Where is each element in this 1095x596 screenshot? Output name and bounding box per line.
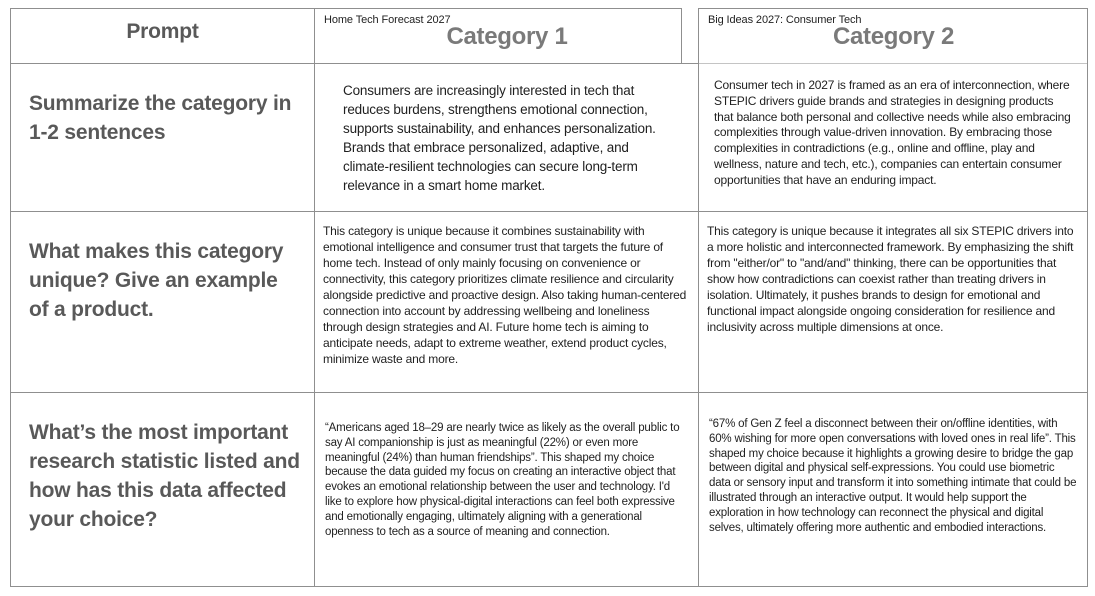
category-2-title: Category 2 [832, 23, 955, 50]
prompt-question-statistic: What’s the most important research statistic listed and how has this data affected your choice? [11, 393, 315, 586]
header-cell-category-1 [315, 9, 699, 64]
answer-unique-category-1: This category is unique because it combines sustainability with emotional intelligence and consumer trust that targets the future of home tech. Instead of only mainly focusing on convenience or connectivity, this category prioritizes climate resilience and circularity alongside predictive and proactive design. Also taking human-centered connection into account by addressing wellbeing and loneliness through design strategies and AI. Future home tech is aiming to anticipate needs, adapt to extreme weather, extend product cycles, minimize waste and more. [315, 212, 699, 393]
header-cell-category-2 [699, 9, 1087, 64]
prompt-header-label: Prompt [126, 20, 199, 43]
answer-summary-category-2: Consumer tech in 2027 is framed as an era of interconnection, where STEPIC drivers guide brands and strategies in designing products that balance both personal and collective needs while also embracing complexities through value-driven innovation. By embracing those complexities in contradictions (e.g., online and offline, play and wellness, nature and tech, etc.), companies can entertain consumer opportunities that have an enduring impact. [699, 64, 1087, 212]
category-1-source-label: Home Tech Forecast 2027 [324, 14, 451, 26]
header-cell-prompt [11, 9, 315, 64]
answer-summary-category-1: Consumers are increasingly interested in tech that reduces burdens, strengthens emotional connection, supports sustainability, and enhances personalization. Brands that embrace personalized, adaptive, and climate-resilient technologies can secure long-term relevance in a smart home market. [315, 64, 699, 212]
answer-statistic-category-2: “67% of Gen Z feel a disconnect between their on/offline identities, with 60% wishing for more open conversations with loved ones in real life”. This shaped my choice because it highlights a growing desire to bridge the gap between digital and physical self-expressions. You could use biometric data or sensory input and transform it into something intimate that could be illustrated through an interactive output. It would help support the exploration in how technology can reconnect the physical and digital selves, ultimately offering more authentic and embodied interactions. [709, 418, 1077, 534]
category-2-source-label: Big Ideas 2027: Consumer Tech [708, 14, 862, 26]
header-top-border-gap [682, 8, 698, 9]
comparison-table [10, 8, 1088, 587]
answer-unique-category-2: This category is unique because it integrates all six STEPIC drivers into a more holistic and interconnected framework. By emphasizing the shift from "either/or" to "and/and" thinking, there can be opportunities that show how contradictions can coexist rather than treating drivers in isolation. Ultimately, it pushes brands to design for emotional and functional impact alongside ongoing consideration for resilience and inclusivity across multiple dimensions at once. [699, 212, 1087, 393]
category-1-title: Category 1 [446, 23, 568, 50]
prompt-question-unique: What makes this category unique? Give an example of a product. [11, 212, 315, 393]
prompt-question-summarize: Summarize the category in 1-2 sentences [11, 64, 315, 212]
category-1-header-right-divider [681, 9, 682, 63]
answer-statistic-category-1: “Americans aged 18–29 are nearly twice as likely as the overall public to say AI companionship is just as meaningful (22%) or even more meaningful (24%) than human friendships”. This shaped my choice because the data guided my focus on creating an interactive object that evokes an emotional relationship between the user and technology. I'd like to explore how physical-digital interactions can feel both expressive and emotionally engaging, ultimately aligning with a generational openness to tech as a source of meaning and connection. [315, 393, 699, 586]
